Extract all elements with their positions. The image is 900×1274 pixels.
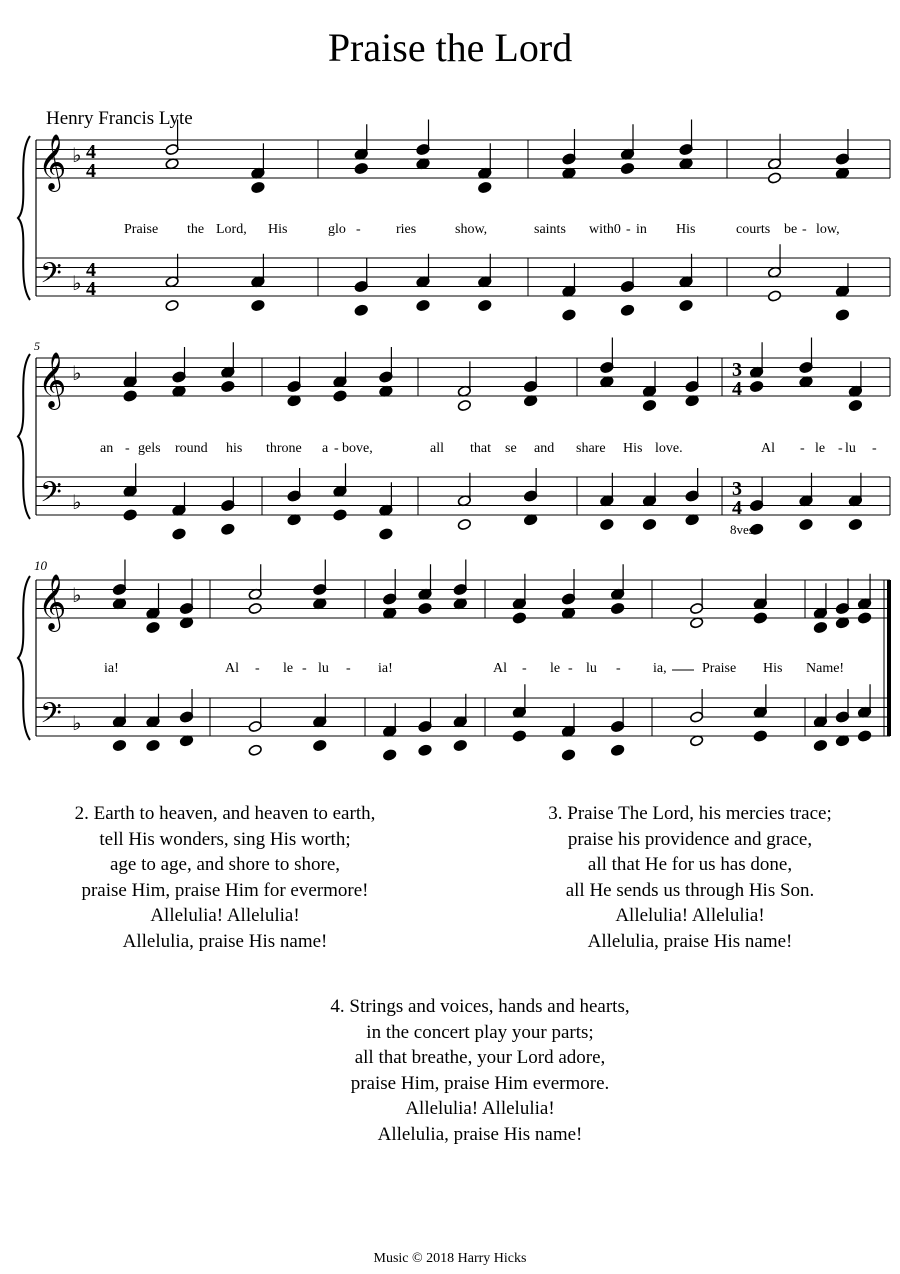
time-signature-bottom: 4 bbox=[732, 378, 742, 400]
page-title: Praise the Lord bbox=[327, 25, 573, 70]
svg-text:-: - bbox=[800, 441, 805, 456]
note-head bbox=[512, 612, 526, 624]
note bbox=[383, 703, 397, 737]
lyric-syllable: an bbox=[100, 441, 114, 456]
note bbox=[561, 749, 575, 761]
note-head bbox=[813, 621, 827, 633]
note bbox=[690, 689, 704, 723]
note bbox=[512, 574, 526, 610]
note-head bbox=[848, 399, 862, 411]
lyric-syllable: ia, bbox=[653, 661, 667, 676]
svg-text:-: - bbox=[838, 441, 843, 456]
note-head bbox=[313, 739, 327, 751]
note bbox=[354, 259, 368, 293]
note bbox=[248, 602, 262, 614]
staff bbox=[36, 258, 890, 296]
note bbox=[857, 574, 871, 610]
verse-line: 4. Strings and voices, hands and hearts, bbox=[330, 996, 630, 1017]
lyric-syllable: Al bbox=[761, 441, 775, 456]
note bbox=[611, 744, 625, 756]
note-head bbox=[561, 749, 575, 761]
note bbox=[251, 299, 265, 311]
note-head bbox=[600, 518, 614, 530]
note-head bbox=[354, 162, 368, 174]
note bbox=[524, 357, 538, 393]
lyric-syllable: round bbox=[175, 441, 208, 456]
note bbox=[146, 739, 160, 751]
verse-line: all that He for us has done, bbox=[587, 854, 793, 875]
treble-clef-icon: 𝄞 bbox=[38, 354, 67, 407]
lyric-syllable: lu bbox=[586, 661, 597, 676]
note bbox=[685, 468, 699, 502]
note bbox=[848, 361, 862, 397]
time-signature-top: 4 bbox=[86, 141, 96, 163]
lyric-syllable: le bbox=[283, 661, 294, 676]
note bbox=[767, 290, 781, 302]
svg-text:-: - bbox=[346, 661, 351, 676]
svg-text:-: - bbox=[616, 661, 621, 676]
flat-icon: ♭ bbox=[72, 713, 82, 735]
bass-clef-icon: 𝄢 bbox=[40, 478, 62, 515]
lyric-syllable: se bbox=[505, 441, 517, 456]
bass-clef-icon: 𝄢 bbox=[40, 259, 62, 296]
note-head bbox=[379, 528, 393, 540]
note-head bbox=[354, 304, 368, 316]
lyric-syllable: Praise bbox=[124, 222, 159, 237]
verse-line: 2. Earth to heaven, and heaven to earth, bbox=[74, 803, 376, 824]
svg-text:-: - bbox=[802, 222, 807, 237]
verse-line: Allelulia, praise His name! bbox=[122, 930, 328, 952]
note bbox=[172, 347, 186, 383]
note-head bbox=[512, 730, 526, 742]
lyric-syllable: lu bbox=[845, 441, 856, 456]
verse-line: 3. Praise The Lord, his mercies trace; bbox=[548, 803, 832, 824]
lyric-syllable: Al bbox=[225, 661, 239, 676]
note bbox=[620, 124, 634, 160]
flat-icon: ♭ bbox=[72, 492, 82, 514]
note bbox=[679, 299, 693, 311]
note bbox=[835, 579, 849, 615]
note bbox=[112, 739, 126, 751]
brace bbox=[18, 354, 30, 519]
note bbox=[848, 399, 862, 411]
lyric-syllable: love. bbox=[655, 441, 683, 456]
note bbox=[620, 162, 634, 174]
note bbox=[112, 560, 126, 596]
note bbox=[453, 694, 467, 728]
note bbox=[383, 569, 397, 605]
note bbox=[562, 263, 576, 297]
note bbox=[221, 478, 235, 512]
note bbox=[600, 518, 614, 530]
note bbox=[562, 129, 576, 165]
time-signature-top: 3 bbox=[732, 359, 742, 381]
note bbox=[457, 518, 471, 530]
note-head bbox=[457, 518, 471, 530]
note bbox=[857, 684, 871, 718]
note-head bbox=[478, 299, 492, 311]
measure-number: 5 bbox=[34, 339, 40, 353]
lyric-syllable: Praise bbox=[702, 661, 737, 676]
note bbox=[562, 309, 576, 321]
lyric-syllable: a bbox=[322, 441, 329, 456]
note bbox=[287, 468, 301, 502]
note bbox=[749, 380, 763, 392]
flat-icon: ♭ bbox=[72, 145, 82, 167]
note bbox=[767, 172, 781, 184]
flat-icon: ♭ bbox=[72, 363, 82, 385]
note-head bbox=[642, 518, 656, 530]
note bbox=[813, 694, 827, 728]
note-head bbox=[749, 380, 763, 392]
note bbox=[799, 518, 813, 530]
note bbox=[251, 143, 265, 179]
copyright-footer: Music © 2018 Harry Hicks bbox=[373, 1251, 527, 1266]
note-head bbox=[146, 621, 160, 633]
note bbox=[642, 399, 656, 411]
note bbox=[512, 684, 526, 718]
note bbox=[642, 473, 656, 507]
lyric-syllable: in bbox=[636, 222, 647, 237]
verse-line: all He sends us through His Son. bbox=[565, 879, 815, 901]
note bbox=[383, 749, 397, 761]
note bbox=[165, 254, 179, 288]
note bbox=[753, 684, 767, 718]
note bbox=[453, 560, 467, 596]
note-head bbox=[611, 602, 625, 614]
note-head bbox=[642, 399, 656, 411]
note-head bbox=[799, 518, 813, 530]
note bbox=[123, 352, 137, 388]
note-head bbox=[123, 390, 137, 402]
note-head bbox=[146, 739, 160, 751]
note bbox=[685, 357, 699, 393]
note bbox=[248, 744, 262, 756]
note bbox=[333, 509, 347, 521]
lyric-syllable: His bbox=[763, 661, 783, 676]
verse-line: Allelulia! Allelulia! bbox=[150, 905, 300, 926]
note-head bbox=[333, 390, 347, 402]
verse-3 bbox=[490, 801, 890, 954]
note bbox=[835, 689, 849, 723]
note bbox=[835, 309, 849, 321]
svg-text:-: - bbox=[302, 661, 307, 676]
note bbox=[457, 361, 471, 397]
note bbox=[123, 390, 137, 402]
lyric-syllable: bove, bbox=[342, 441, 373, 456]
note bbox=[813, 621, 827, 633]
lyric-syllable: low, bbox=[816, 222, 840, 237]
note bbox=[600, 338, 614, 374]
verse-line: Allelulia! Allelulia! bbox=[405, 1098, 555, 1119]
lyric-syllable: all bbox=[430, 441, 444, 456]
brace bbox=[18, 576, 30, 740]
note bbox=[248, 564, 262, 600]
note bbox=[112, 694, 126, 728]
note bbox=[478, 254, 492, 288]
note bbox=[146, 583, 160, 619]
note bbox=[313, 694, 327, 728]
lyric-syllable: Al bbox=[493, 661, 507, 676]
note bbox=[221, 380, 235, 392]
verse-line: tell His wonders, sing His worth; bbox=[99, 828, 351, 850]
note-head bbox=[251, 181, 265, 193]
note bbox=[251, 254, 265, 288]
svg-text:-: - bbox=[125, 441, 130, 456]
verse-2 bbox=[30, 801, 420, 954]
verse-line: Allelulia! Allelulia! bbox=[615, 905, 765, 926]
note bbox=[749, 478, 763, 512]
note-head bbox=[248, 602, 262, 614]
lyric-syllable: ia! bbox=[104, 661, 119, 676]
note-head bbox=[248, 744, 262, 756]
note bbox=[478, 299, 492, 311]
note bbox=[221, 342, 235, 378]
note-head bbox=[620, 304, 634, 316]
flat-icon: ♭ bbox=[72, 585, 82, 607]
note-head bbox=[857, 730, 871, 742]
note bbox=[813, 739, 827, 751]
note bbox=[248, 699, 262, 733]
lyricist-credit: Henry Francis Lyte bbox=[46, 108, 193, 129]
svg-text:-: - bbox=[334, 441, 339, 456]
lyric-syllable: glo bbox=[328, 222, 346, 237]
note bbox=[620, 304, 634, 316]
note-head bbox=[453, 739, 467, 751]
lyric-syllable: that bbox=[470, 441, 491, 456]
note bbox=[333, 463, 347, 497]
treble-clef-icon: 𝄞 bbox=[38, 136, 67, 189]
note bbox=[753, 612, 767, 624]
lyric-syllable: le bbox=[550, 661, 561, 676]
note bbox=[478, 143, 492, 179]
flat-icon: ♭ bbox=[72, 273, 82, 295]
note bbox=[313, 560, 327, 596]
note bbox=[146, 694, 160, 728]
note bbox=[813, 583, 827, 619]
svg-text:-: - bbox=[356, 222, 361, 237]
svg-text:-: - bbox=[255, 661, 260, 676]
note bbox=[835, 129, 849, 165]
note-head bbox=[478, 181, 492, 193]
note bbox=[354, 304, 368, 316]
lyric-syllable: le bbox=[815, 441, 826, 456]
lyrics-system-1 bbox=[124, 222, 840, 237]
note bbox=[418, 602, 432, 614]
note-head bbox=[123, 509, 137, 521]
brace bbox=[18, 136, 30, 300]
note bbox=[561, 569, 575, 605]
verse-line: Allelulia, praise His name! bbox=[587, 930, 793, 952]
note-head bbox=[457, 399, 471, 411]
note bbox=[767, 244, 781, 278]
note-head bbox=[813, 739, 827, 751]
lyric-syllable: His bbox=[623, 441, 643, 456]
note bbox=[690, 579, 704, 615]
note bbox=[416, 120, 430, 156]
lyric-syllable: show, bbox=[455, 222, 488, 237]
note bbox=[453, 739, 467, 751]
note bbox=[333, 352, 347, 388]
lyric-syllable: courts bbox=[736, 222, 771, 237]
note bbox=[478, 181, 492, 193]
note bbox=[123, 509, 137, 521]
note-head bbox=[562, 309, 576, 321]
time-signature-bottom: 4 bbox=[86, 160, 96, 182]
note bbox=[179, 689, 193, 723]
note bbox=[611, 602, 625, 614]
bass-clef-icon: 𝄢 bbox=[40, 699, 62, 736]
lyric-syllable: throne bbox=[266, 441, 302, 456]
note bbox=[379, 347, 393, 383]
note bbox=[165, 120, 179, 156]
time-signature-bottom: 4 bbox=[86, 278, 96, 300]
note bbox=[354, 162, 368, 174]
verse-line: Allelulia, praise His name! bbox=[377, 1123, 583, 1145]
lyric-syllable: saints bbox=[534, 222, 566, 237]
note bbox=[857, 612, 871, 624]
measure-number: 10 bbox=[34, 558, 47, 573]
verse-line: in the concert play your parts; bbox=[366, 1021, 594, 1043]
verse-line: praise Him, praise Him evermore. bbox=[350, 1072, 610, 1094]
note-head bbox=[416, 299, 430, 311]
note-head bbox=[753, 730, 767, 742]
note bbox=[333, 390, 347, 402]
note bbox=[835, 263, 849, 297]
lyric-syllable: ries bbox=[396, 222, 417, 237]
time-signature-top: 4 bbox=[86, 259, 96, 281]
svg-text:-: - bbox=[522, 661, 527, 676]
note-head bbox=[848, 518, 862, 530]
note bbox=[799, 338, 813, 374]
note bbox=[221, 523, 235, 535]
verse-line: all that breathe, your Lord adore, bbox=[354, 1047, 606, 1068]
note bbox=[418, 699, 432, 733]
note-head bbox=[112, 739, 126, 751]
note bbox=[642, 361, 656, 397]
treble-clef-icon: 𝄞 bbox=[38, 576, 67, 629]
note bbox=[512, 730, 526, 742]
note bbox=[172, 482, 186, 516]
note-head bbox=[383, 749, 397, 761]
note bbox=[561, 703, 575, 737]
note bbox=[679, 120, 693, 156]
lyric-syllable: Lord, bbox=[216, 222, 247, 237]
time-signature-top: 3 bbox=[732, 478, 742, 500]
note-head bbox=[679, 299, 693, 311]
note bbox=[123, 463, 137, 497]
lyric-syllable: share bbox=[576, 441, 606, 456]
note bbox=[416, 299, 430, 311]
note-head bbox=[767, 290, 781, 302]
note bbox=[600, 473, 614, 507]
note bbox=[512, 612, 526, 624]
note-head bbox=[418, 744, 432, 756]
note bbox=[418, 744, 432, 756]
note bbox=[857, 730, 871, 742]
time-signature-bottom: 4 bbox=[732, 497, 742, 519]
verse-line: age to age, and shore to shore, bbox=[109, 854, 341, 875]
lyric-syllable: His bbox=[268, 222, 288, 237]
lyric-syllable: be bbox=[784, 222, 798, 237]
note bbox=[287, 357, 301, 393]
note-head bbox=[251, 299, 265, 311]
lyric-syllable: His bbox=[676, 222, 696, 237]
note bbox=[146, 621, 160, 633]
octave-marking: 8ves bbox=[730, 522, 754, 537]
verse-line: praise his providence and grace, bbox=[567, 828, 813, 850]
svg-text:-: - bbox=[626, 222, 631, 237]
note bbox=[611, 564, 625, 600]
note bbox=[251, 181, 265, 193]
note bbox=[620, 259, 634, 293]
note bbox=[749, 342, 763, 378]
note-head bbox=[857, 612, 871, 624]
note bbox=[379, 482, 393, 516]
note-head bbox=[753, 612, 767, 624]
note bbox=[848, 518, 862, 530]
note-head bbox=[221, 380, 235, 392]
lyric-syllable: the bbox=[187, 222, 205, 237]
svg-text:-: - bbox=[568, 661, 573, 676]
note-head bbox=[221, 523, 235, 535]
note-head bbox=[620, 162, 634, 174]
verse-4 bbox=[250, 994, 710, 1147]
lyric-syllable: with0 bbox=[589, 222, 621, 237]
note bbox=[354, 124, 368, 160]
note bbox=[418, 564, 432, 600]
note bbox=[679, 254, 693, 288]
note bbox=[767, 134, 781, 170]
note-head bbox=[611, 744, 625, 756]
note-head bbox=[172, 528, 186, 540]
note-head bbox=[165, 299, 179, 311]
note-head bbox=[767, 172, 781, 184]
staff bbox=[36, 140, 890, 178]
note bbox=[799, 473, 813, 507]
note bbox=[165, 299, 179, 311]
note bbox=[313, 739, 327, 751]
note bbox=[416, 254, 430, 288]
note bbox=[457, 399, 471, 411]
note bbox=[524, 468, 538, 502]
note bbox=[611, 699, 625, 733]
lyric-syllable: lu bbox=[318, 661, 329, 676]
note bbox=[848, 473, 862, 507]
note bbox=[179, 579, 193, 615]
lyric-syllable: and bbox=[534, 441, 555, 456]
lyrics-system-3 bbox=[104, 661, 844, 676]
note-head bbox=[835, 309, 849, 321]
lyric-syllable: gels bbox=[138, 441, 161, 456]
svg-text:-: - bbox=[872, 441, 877, 456]
note bbox=[642, 518, 656, 530]
lyric-syllable: his bbox=[226, 441, 243, 456]
verse-line: praise Him, praise Him for evermore! bbox=[81, 879, 369, 901]
note bbox=[379, 528, 393, 540]
lyric-syllable: Name! bbox=[806, 661, 845, 676]
note-head bbox=[418, 602, 432, 614]
note bbox=[457, 473, 471, 507]
lyrics-system-2 bbox=[100, 441, 877, 456]
note bbox=[753, 730, 767, 742]
note bbox=[172, 528, 186, 540]
note bbox=[753, 574, 767, 610]
note-head bbox=[333, 509, 347, 521]
lyric-syllable: ia! bbox=[378, 661, 393, 676]
